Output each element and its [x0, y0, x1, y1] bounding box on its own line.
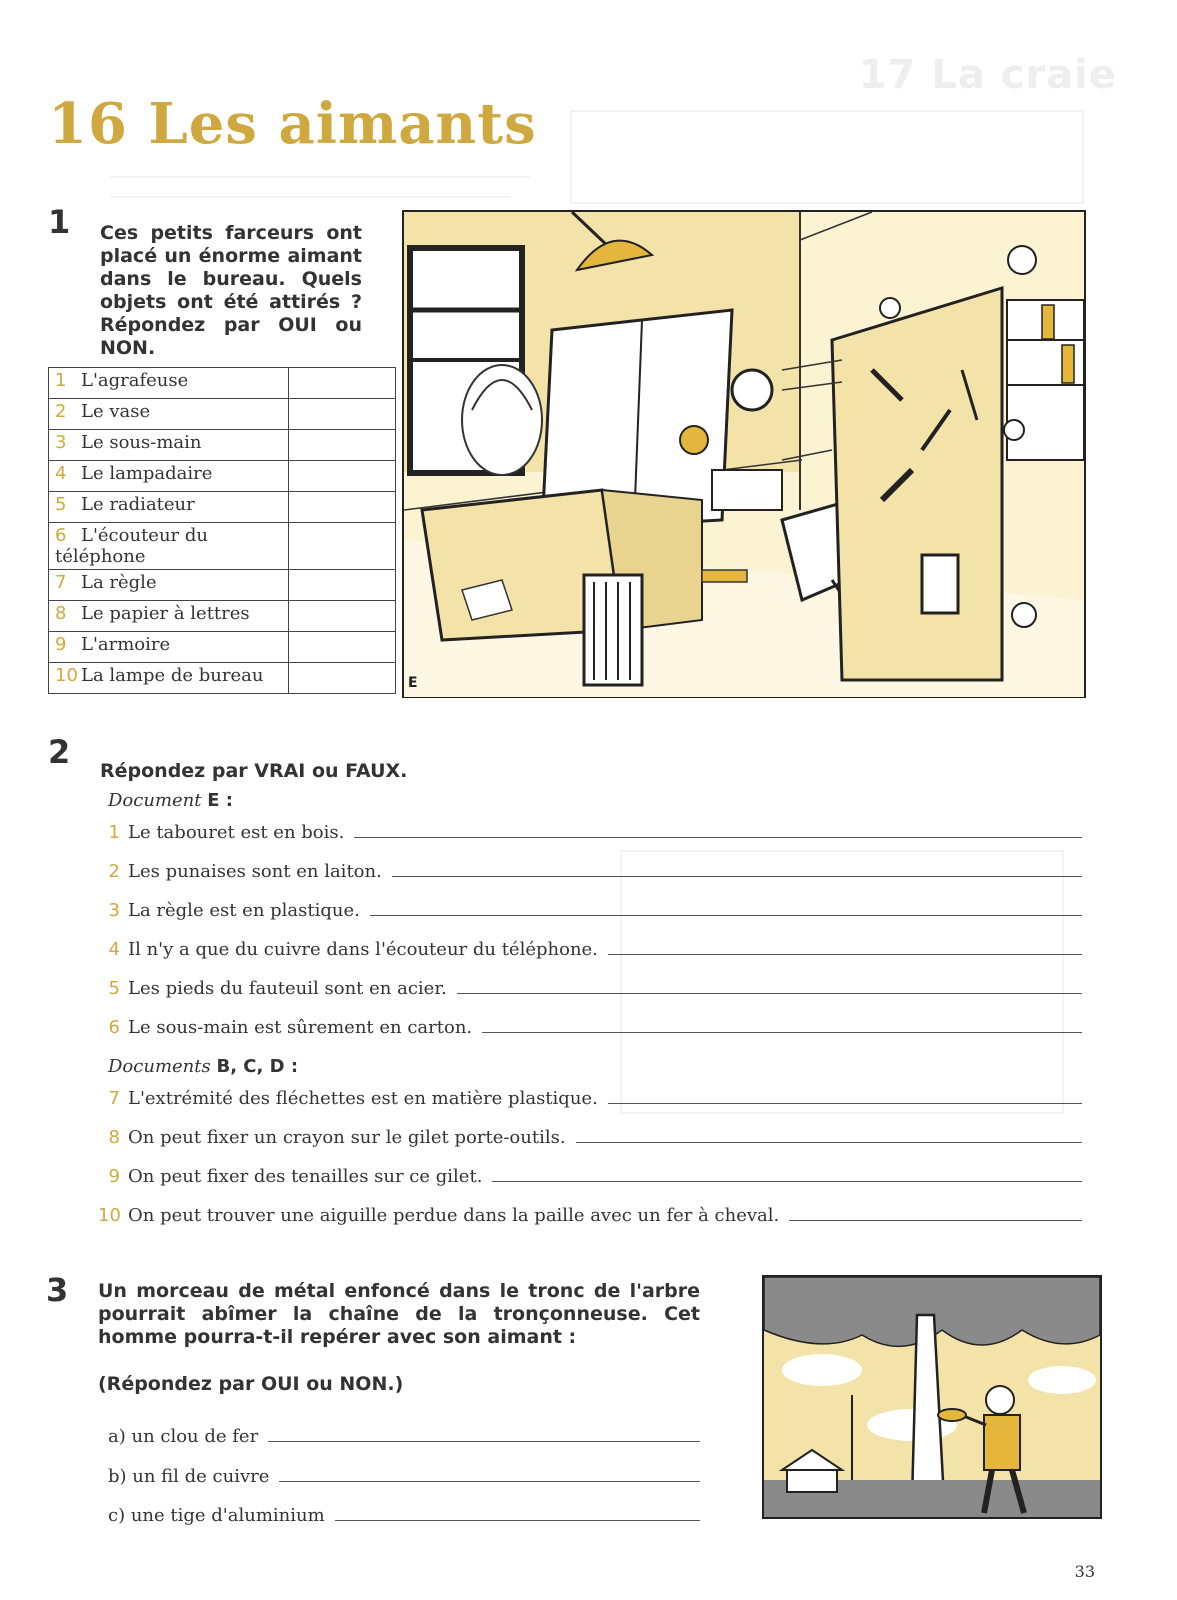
document-e-prefix: Document: [108, 790, 202, 811]
document-e-letters: E :: [207, 790, 233, 811]
answer-cell[interactable]: [288, 632, 395, 663]
question-line: [98, 1166, 1082, 1187]
question-text: Les pieds du fauteuil sont en acier.: [128, 978, 447, 999]
question-text: Le sous-main est sûrement en carton.: [128, 1017, 473, 1038]
question-text: Les punaises sont en laiton.: [128, 861, 382, 882]
office-illustration: [402, 210, 1086, 698]
section-1-number: 1: [48, 203, 71, 241]
question-text: L'extrémité des fléchettes est en matière plastique.: [128, 1088, 598, 1109]
section-3-sub-instruction: (Répondez par OUI ou NON.): [98, 1373, 404, 1395]
answer-cell[interactable]: [288, 461, 395, 492]
object-number: 8: [55, 603, 67, 624]
answer-line[interactable]: [370, 901, 1082, 916]
object-number: 7: [55, 572, 67, 593]
table-row: [49, 601, 396, 632]
object-number: 2: [55, 401, 67, 422]
table-row: [49, 570, 396, 601]
answer-cell[interactable]: [288, 523, 395, 570]
object-cell: [49, 461, 289, 492]
answer-line[interactable]: [354, 823, 1082, 838]
answer-line[interactable]: [279, 1467, 700, 1482]
question-number: 4: [108, 939, 120, 960]
answer-cell[interactable]: [288, 601, 395, 632]
page-title: 16 Les aimants: [48, 91, 537, 157]
material-label: a) un clou de fer: [108, 1426, 259, 1447]
material-question: [108, 1505, 700, 1526]
table-row: [49, 523, 396, 570]
answer-line[interactable]: [457, 979, 1082, 994]
question-line: [98, 939, 1082, 960]
answer-cell[interactable]: [288, 570, 395, 601]
question-number: 3: [108, 900, 120, 921]
question-text: Le tabouret est en bois.: [128, 822, 345, 843]
question-number: 1: [108, 822, 120, 843]
question-text: On peut trouver une aiguille perdue dans la paille avec un fer à cheval.: [128, 1205, 780, 1226]
question-line: [98, 1017, 1082, 1038]
facing-page-title-bleed: 17 La craie: [858, 52, 1117, 98]
object-label: La règle: [81, 572, 157, 593]
answer-line[interactable]: [335, 1506, 700, 1521]
question-line: [98, 900, 1082, 921]
object-number: 10: [55, 665, 78, 686]
object-label: Le sous-main: [81, 432, 202, 453]
question-line: [98, 978, 1082, 999]
material-question: [108, 1426, 700, 1447]
answer-line[interactable]: [268, 1427, 700, 1442]
tree-illustration: [762, 1275, 1102, 1519]
answer-line[interactable]: [789, 1206, 1082, 1221]
object-number: 1: [55, 370, 67, 391]
question-text: On peut fixer des tenailles sur ce gilet.: [128, 1166, 483, 1187]
section-3-number: 3: [46, 1271, 69, 1309]
answer-line[interactable]: [608, 940, 1082, 955]
answer-line[interactable]: [492, 1167, 1082, 1182]
section-1-instruction: Ces petits farceurs ont placé un énorme aimant dans le bureau. Quels objets ont été attirés ? Répondez par OUI ou NON.: [100, 222, 362, 359]
question-number: 9: [108, 1166, 120, 1187]
table-row: [49, 492, 396, 523]
answer-cell[interactable]: [288, 492, 395, 523]
material-question: [108, 1466, 700, 1487]
bleed-line: [110, 196, 510, 198]
office-scene-drawing: [402, 210, 1086, 698]
question-number: 2: [108, 861, 120, 882]
table-row: [49, 430, 396, 461]
table-row: [49, 368, 396, 399]
question-text: La règle est en plastique.: [128, 900, 360, 921]
object-number: 5: [55, 494, 67, 515]
documents-bcd-label: [108, 1056, 298, 1077]
object-label: L'écouteur du téléphone: [55, 525, 208, 567]
question-number: 7: [108, 1088, 120, 1109]
object-number: 9: [55, 634, 67, 655]
section-2-number: 2: [48, 733, 71, 771]
table-row: [49, 461, 396, 492]
object-cell: [49, 523, 289, 570]
answer-line[interactable]: [392, 862, 1082, 877]
page-number: 33: [1074, 1562, 1095, 1581]
question-number: 5: [108, 978, 120, 999]
object-cell: [49, 399, 289, 430]
object-label: Le radiateur: [81, 494, 195, 515]
object-label: Le lampadaire: [81, 463, 213, 484]
table-row: [49, 632, 396, 663]
table-row: [49, 663, 396, 694]
question-line: [98, 822, 1082, 843]
bleed-box: [570, 110, 1084, 204]
answer-line[interactable]: [608, 1089, 1082, 1104]
question-text: Il n'y a que du cuivre dans l'écouteur du téléphone.: [128, 939, 598, 960]
objects-table: [48, 367, 396, 694]
object-cell: [49, 632, 289, 663]
section-3-instruction: Un morceau de métal enfoncé dans le tronc de l'arbre pourrait abîmer la chaîne de la tronçonneuse. Cet homme pourra-t-il repérer avec son aimant :: [98, 1280, 700, 1348]
table-row: [49, 399, 396, 430]
illustration-label: E: [408, 675, 418, 691]
object-number: 4: [55, 463, 67, 484]
answer-cell[interactable]: [288, 399, 395, 430]
question-line: [98, 1088, 1082, 1109]
question-line: [98, 1205, 1082, 1226]
document-e-label: [108, 790, 233, 811]
answer-cell[interactable]: [288, 663, 395, 694]
material-label: b) un fil de cuivre: [108, 1466, 270, 1487]
object-label: L'armoire: [81, 634, 171, 655]
object-cell: [49, 570, 289, 601]
question-number: 10: [98, 1205, 121, 1226]
object-cell: [49, 430, 289, 461]
question-line: [98, 861, 1082, 882]
question-number: 6: [108, 1017, 120, 1038]
answer-line[interactable]: [482, 1018, 1082, 1033]
object-cell: [49, 663, 289, 694]
question-line: [98, 1127, 1082, 1148]
object-cell: [49, 601, 289, 632]
object-cell: [49, 368, 289, 399]
object-label: Le papier à lettres: [81, 603, 250, 624]
object-number: 6: [55, 525, 67, 546]
material-label: c) une tige d'aluminium: [108, 1505, 325, 1526]
bleed-line: [110, 176, 530, 178]
object-label: Le vase: [81, 401, 151, 422]
object-number: 3: [55, 432, 67, 453]
object-label: L'agrafeuse: [81, 370, 189, 391]
section-2-instruction: Répondez par VRAI ou FAUX.: [100, 760, 408, 782]
object-label: La lampe de bureau: [81, 665, 264, 686]
answer-line[interactable]: [576, 1128, 1082, 1143]
answer-cell[interactable]: [288, 368, 395, 399]
answer-cell[interactable]: [288, 430, 395, 461]
question-number: 8: [108, 1127, 120, 1148]
documents-bcd-prefix: Documents: [108, 1056, 211, 1077]
object-cell: [49, 492, 289, 523]
question-text: On peut fixer un crayon sur le gilet porte-outils.: [128, 1127, 566, 1148]
tree-scene-drawing: [762, 1275, 1102, 1519]
documents-bcd-letters: B, C, D :: [216, 1056, 299, 1077]
